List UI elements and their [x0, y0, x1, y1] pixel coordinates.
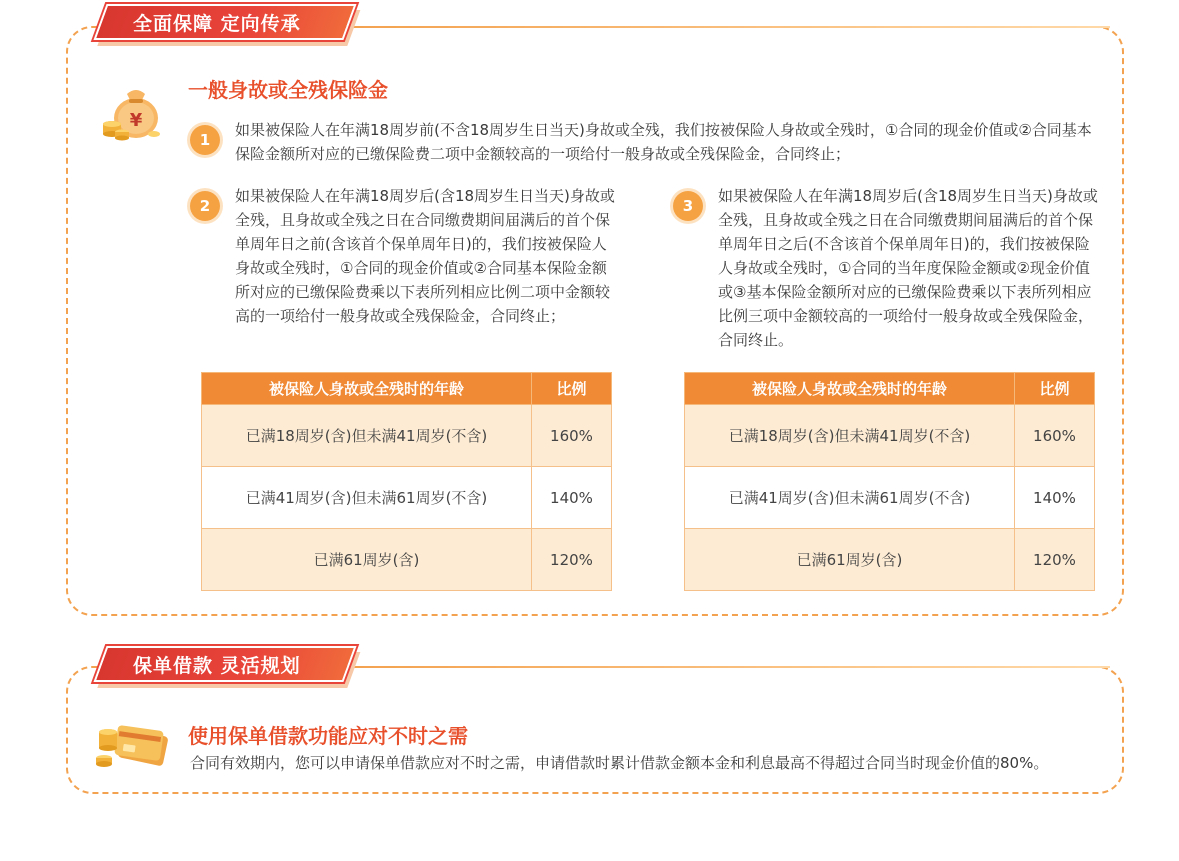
- age-cell: 已满61周岁(含): [202, 529, 532, 591]
- age-cell: 已满41周岁(含)但未满61周岁(不含): [685, 467, 1015, 529]
- ratio-cell: 140%: [532, 467, 612, 529]
- ratio-cell: 160%: [1015, 405, 1095, 467]
- section-banner-coverage-label: 全面保障 定向传承: [133, 13, 301, 35]
- svg-text:¥: ¥: [129, 110, 143, 131]
- credit-card-coins-icon: [94, 712, 174, 772]
- ratio-cell: 140%: [1015, 467, 1095, 529]
- clause-2-text: 如果被保险人在年满18周岁后(含18周岁生日当天)身故或全残，且身故或全残之日在合同缴费期间届满后的首个保单周年日之前(含该首个保单周年日)的，我们按被保险人身故或全残时，①合同的现金价值或②合同基本保险金额所对应的已缴保险费乘以下表所列相应比例二项中金额较高的一项给付一般身故或全残保险金，合同终止；: [235, 187, 615, 325]
- table-header-age: 被保险人身故或全残时的年龄: [685, 373, 1015, 405]
- section-banner-loan-label: 保单借款 灵活规划: [133, 655, 301, 677]
- money-bag-icon: [100, 76, 164, 142]
- ratio-table-left: [201, 372, 612, 591]
- banner-underline: [350, 26, 1110, 28]
- table-header-age: 被保险人身故或全残时的年龄: [202, 373, 532, 405]
- table-row: [202, 529, 612, 591]
- table-header-ratio: 比例: [532, 373, 612, 405]
- clause-3-text: 如果被保险人在年满18周岁后(含18周岁生日当天)身故或全残，且身故或全残之日在合同缴费期间届满后的首个保单周年日之后(不含该首个保单周年日)的，我们按被保险人身故或全残时，①合同的当年度保险金额或②现金价值或③基本保险金额所对应的已缴保险费乘以下表所列相应比例三项中金额较高的一项给付一般身故或全残保险金，合同终止。: [718, 187, 1098, 349]
- age-cell: 已满18周岁(含)但未满41周岁(不含): [202, 405, 532, 467]
- table-row: [202, 467, 612, 529]
- table-row: [685, 467, 1095, 529]
- table-row: [202, 405, 612, 467]
- item-number-badge: 3: [673, 191, 703, 221]
- table-row: [685, 529, 1095, 591]
- ratio-table-right: [684, 372, 1095, 591]
- age-cell: 已满18周岁(含)但未满41周岁(不含): [685, 405, 1015, 467]
- item-number-badge: 1: [190, 125, 220, 155]
- ratio-cell: 160%: [532, 405, 612, 467]
- ratio-cell: 120%: [1015, 529, 1095, 591]
- age-cell: 已满61周岁(含): [685, 529, 1015, 591]
- banner-underline: [350, 666, 1110, 668]
- table-header-ratio: 比例: [1015, 373, 1095, 405]
- death-disability-heading: 一般身故或全残保险金: [188, 78, 388, 102]
- age-cell: 已满41周岁(含)但未满61周岁(不含): [202, 467, 532, 529]
- clause-1-text: 如果被保险人在年满18周岁前(不含18周岁生日当天)身故或全残，我们按被保险人身故或全残时，①合同的现金价值或②合同基本保险金额所对应的已缴保险费二项中金额较高的一项给付一般身故或全残保险金，合同终止；: [235, 121, 1092, 163]
- policy-loan-text: 合同有效期内，您可以申请保单借款应对不时之需，申请借款时累计借款金额本金和利息最高不得超过合同当时现金价值的80%。: [190, 754, 1049, 772]
- item-number-badge: 2: [190, 191, 220, 221]
- ratio-cell: 120%: [532, 529, 612, 591]
- table-row: [685, 405, 1095, 467]
- policy-loan-heading: 使用保单借款功能应对不时之需: [188, 724, 468, 748]
